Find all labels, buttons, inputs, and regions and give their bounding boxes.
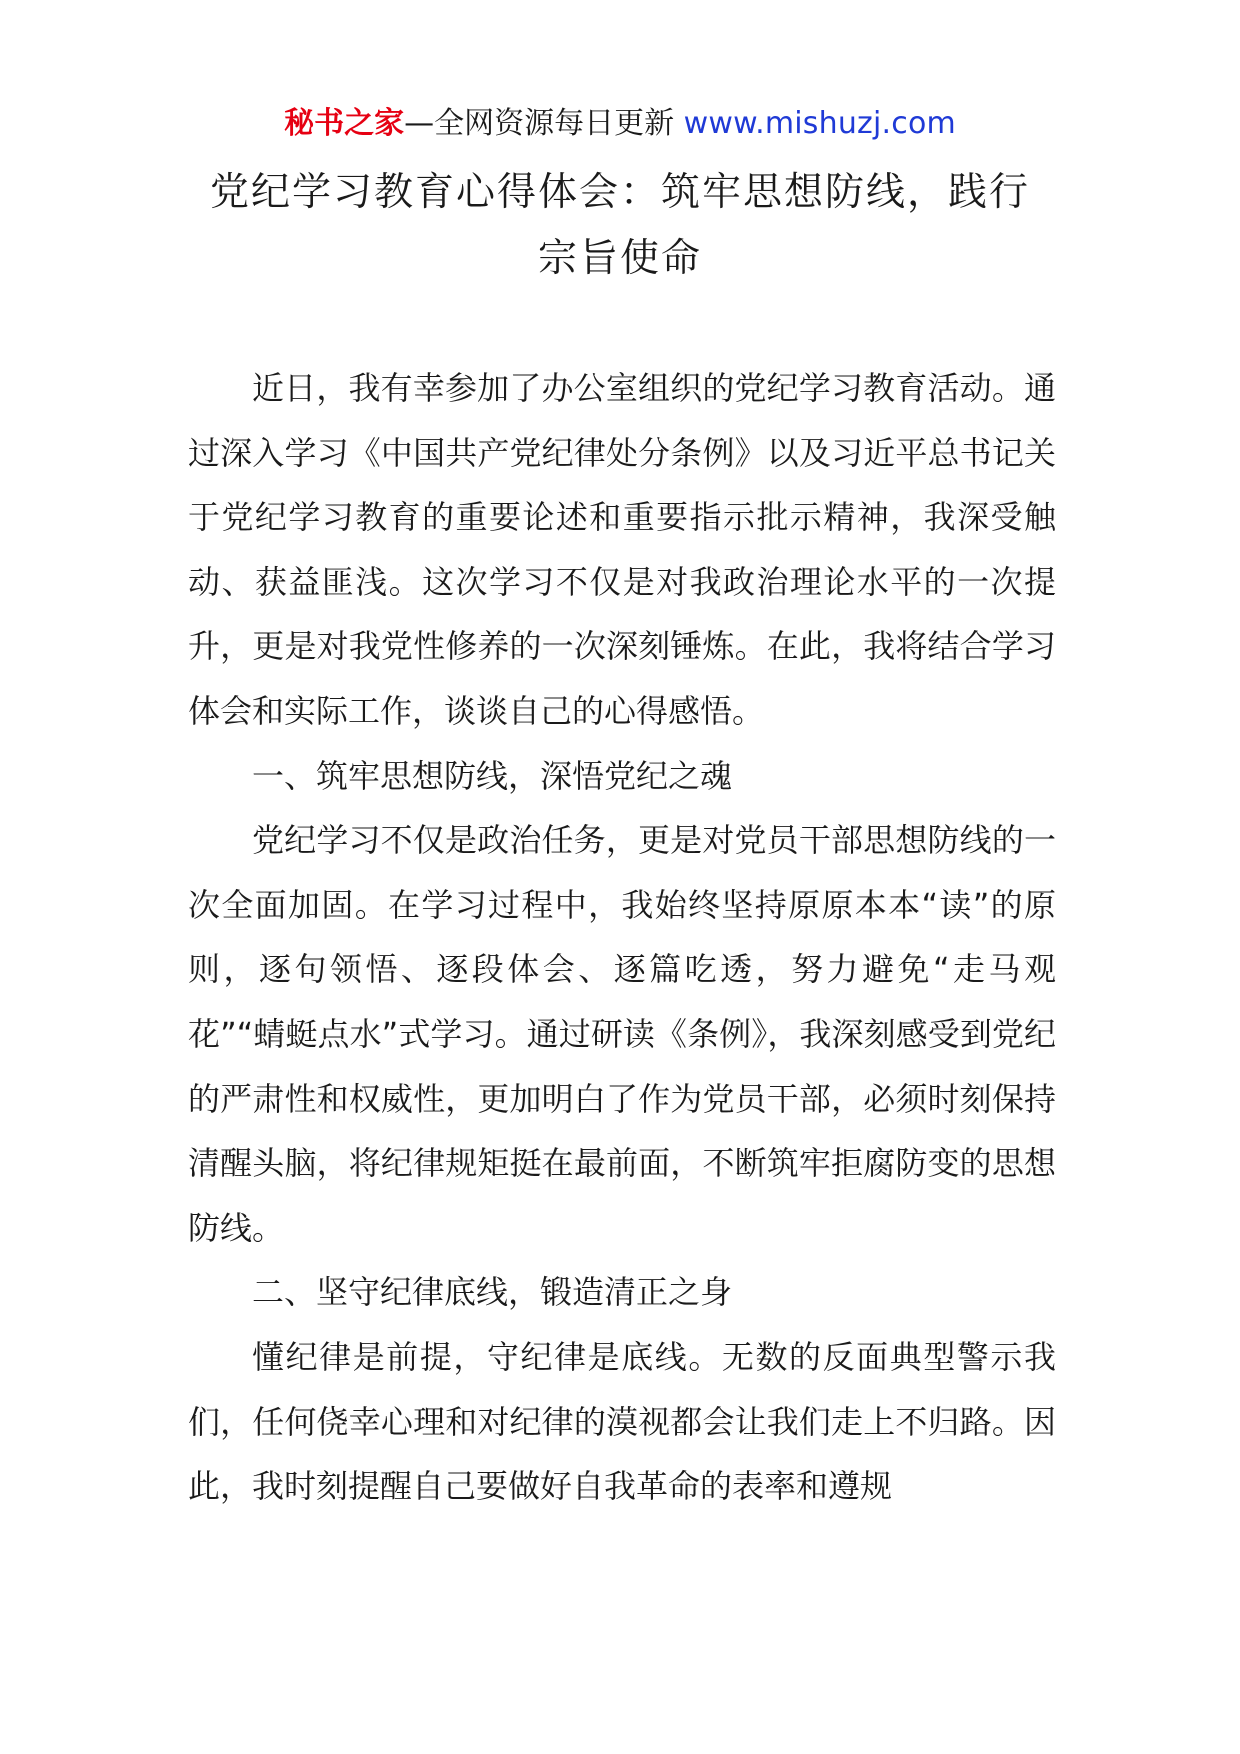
document-title xyxy=(180,160,1060,292)
document-body xyxy=(188,356,1056,1519)
paragraph-section-2: 懂纪律是前提，守纪律是底线。无数的反面典型警示我们，任何侥幸心理和对纪律的漠视都会让我们走上不归路。因此，我时刻提醒自己要做好自我革命的表率和遵规 xyxy=(188,1337,1056,1506)
section-heading-1: 一、筑牢思想防线，深悟党纪之魂 xyxy=(252,756,733,795)
header-tagline: —全网资源每日更新 xyxy=(404,106,675,141)
site-header xyxy=(0,102,1240,146)
brand-name: 秘书之家 xyxy=(284,106,405,141)
site-url-link[interactable]: www.mishuzj.com xyxy=(683,106,956,141)
paragraph-section-1: 党纪学习不仅是政治任务，更是对党员干部思想防线的一次全面加固。在学习过程中，我始终坚持原原本本“读”的原则，逐句领悟、逐段体会、逐篇吃透，努力避免“走马观花”“蜻蜓点水”式学习。通过研读《条例》，我深刻感受到党纪的严肃性和权威性，更加明白了作为党员干部，必须时刻保持清醒头脑，将纪律规矩挺在最前面，不断筑牢拒腐防变的思想防线。 xyxy=(188,821,1056,1247)
document-title-line-2: 宗旨使命 xyxy=(537,236,702,281)
document-title-line-1: 党纪学习教育心得体会：筑牢思想防线，践行 xyxy=(209,170,1030,215)
paragraph-intro: 近日，我有幸参加了办公室组织的党纪学习教育活动。通过深入学习《中国共产党纪律处分条例》以及习近平总书记关于党纪学习教育的重要论述和重要指示批示精神，我深受触动、获益匪浅。这次学习不仅是对我政治理论水平的一次提升，更是对我党性修养的一次深刻锤炼。在此，我将结合学习体会和实际工作，谈谈自己的心得感悟。 xyxy=(188,369,1056,730)
section-heading-2: 二、坚守纪律底线，锻造清正之身 xyxy=(252,1273,733,1312)
